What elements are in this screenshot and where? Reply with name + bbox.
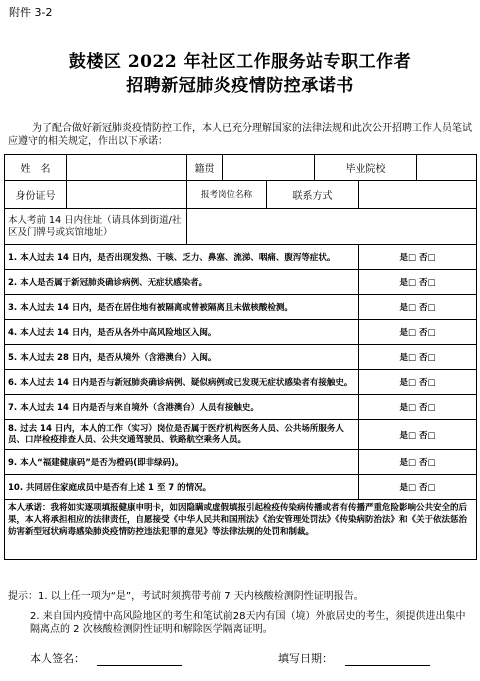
attachment-label: 附件 3-2 bbox=[9, 6, 53, 19]
yes-no-checkbox[interactable]: 是□ 否□ bbox=[359, 320, 477, 345]
yes-no-checkbox[interactable]: 是□ 否□ bbox=[359, 295, 477, 320]
page-subtitle: 招聘新冠肺炎疫情防控承诺书 bbox=[126, 76, 354, 96]
contact-label: 联系方式 bbox=[267, 181, 359, 209]
origin-field[interactable] bbox=[223, 155, 315, 181]
intro-paragraph: 为了配合做好新冠肺炎疫情防控工作，本人已充分理解国家的法律法规和此次公开招聘工作人员笔试应遵守的相关规定，作出以下承诺： bbox=[8, 123, 472, 147]
question-row: 9. 本人“福建健康码”是否为橙码(即非绿码)。 bbox=[5, 450, 359, 475]
origin-label: 籍贯 bbox=[187, 155, 223, 181]
id-label: 身份证号 bbox=[5, 181, 67, 209]
yes-no-checkbox[interactable]: 是□ 否□ bbox=[359, 370, 477, 395]
contact-field[interactable] bbox=[359, 181, 477, 209]
signature-field[interactable] bbox=[97, 665, 182, 666]
yes-no-checkbox[interactable]: 是□ 否□ bbox=[359, 395, 477, 420]
question-row: 5. 本人过去 28 日内，是否从境外（含港澳台）入闽。 bbox=[5, 345, 359, 370]
note-1: 提示：1. 以上任一项为“是”，考试时须携带考前 7 天内核酸检测阴性证明报告。 bbox=[8, 591, 364, 602]
date-field[interactable] bbox=[345, 665, 430, 666]
yes-no-checkbox[interactable]: 是□ 否□ bbox=[359, 345, 477, 370]
page-title: 鼓楼区 2022 年社区工作服务站专职工作者 bbox=[68, 52, 412, 72]
question-row: 2. 本人是否属于新冠肺炎确诊病例、无症状感染者。 bbox=[5, 270, 359, 295]
yes-no-checkbox[interactable]: 是□ 否□ bbox=[359, 475, 477, 500]
signature-label: 本人签名： bbox=[30, 652, 85, 665]
address-field[interactable] bbox=[187, 209, 477, 245]
name-label: 姓 名 bbox=[5, 155, 67, 181]
name-field[interactable] bbox=[67, 155, 187, 181]
question-row: 1. 本人过去 14 日内，是否出现发热、干咳、乏力、鼻塞、流涕、咽痛、腹泻等症状。 bbox=[5, 245, 359, 270]
school-label: 毕业院校 bbox=[315, 155, 417, 181]
note-2: 2. 来自国内疫情中高风险地区的考生和笔试前28天内有国（境）外旅居史的考生，须提供进出集中隔离点的 2 次核酸检测阴性证明和解除医学隔离证明。 bbox=[30, 611, 466, 635]
yes-no-checkbox[interactable]: 是□ 否□ bbox=[359, 245, 477, 270]
question-row: 8. 过去 14 日内，本人的工作（实习）岗位是否属于医疗机构医务人员、公共场所服务人员、口岸检疫排查人员、公共交通驾驶员、铁路航空乘务人员。 bbox=[5, 420, 359, 450]
yes-no-checkbox[interactable]: 是□ 否□ bbox=[359, 420, 477, 450]
id-field[interactable] bbox=[67, 181, 187, 209]
date-block bbox=[278, 650, 430, 666]
question-row: 4. 本人过去 14 日内，是否从各外中高风险地区入闽。 bbox=[5, 320, 359, 345]
question-row: 7. 本人过去 14 日内是否与来自境外（含港澳台）人员有接触史。 bbox=[5, 395, 359, 420]
signature-block bbox=[30, 650, 182, 666]
pledge-form-table bbox=[4, 154, 477, 560]
question-row: 3. 本人过去 14 日内，是否在居住地有被隔离或曾被隔离且未做核酸检测。 bbox=[5, 295, 359, 320]
yes-no-checkbox[interactable]: 是□ 否□ bbox=[359, 270, 477, 295]
address-label: 本人考前 14 日内住址（请具体到街道/社区及门牌号或宾馆地址） bbox=[5, 209, 187, 245]
position-label: 报考岗位名称 bbox=[187, 181, 267, 209]
school-field[interactable] bbox=[417, 155, 477, 181]
commitment-text: 本人承诺：我将如实逐项填报健康申明卡，如因隐瞒或虚假填报引起检疫传染病传播或者有传播严重危险影响公共安全的后果，本人将承担相应的法律责任，自愿接受《中华人民共和国刑法》《治安管理处罚法》《传染病防治法》和《关于依法惩治妨害新型冠状病毒感染肺炎疫情防控违法犯罪的意见》等法律法规的处罚和制裁。 bbox=[5, 500, 477, 560]
yes-no-checkbox[interactable]: 是□ 否□ bbox=[359, 450, 477, 475]
date-label: 填写日期： bbox=[278, 652, 333, 665]
question-row: 10. 共同居住家庭成员中是否有上述 1 至 7 的情况。 bbox=[5, 475, 359, 500]
question-row: 6. 本人过去 14 日内是否与新冠肺炎确诊病例、疑似病例或已发现无症状感染者有接触史。 bbox=[5, 370, 359, 395]
